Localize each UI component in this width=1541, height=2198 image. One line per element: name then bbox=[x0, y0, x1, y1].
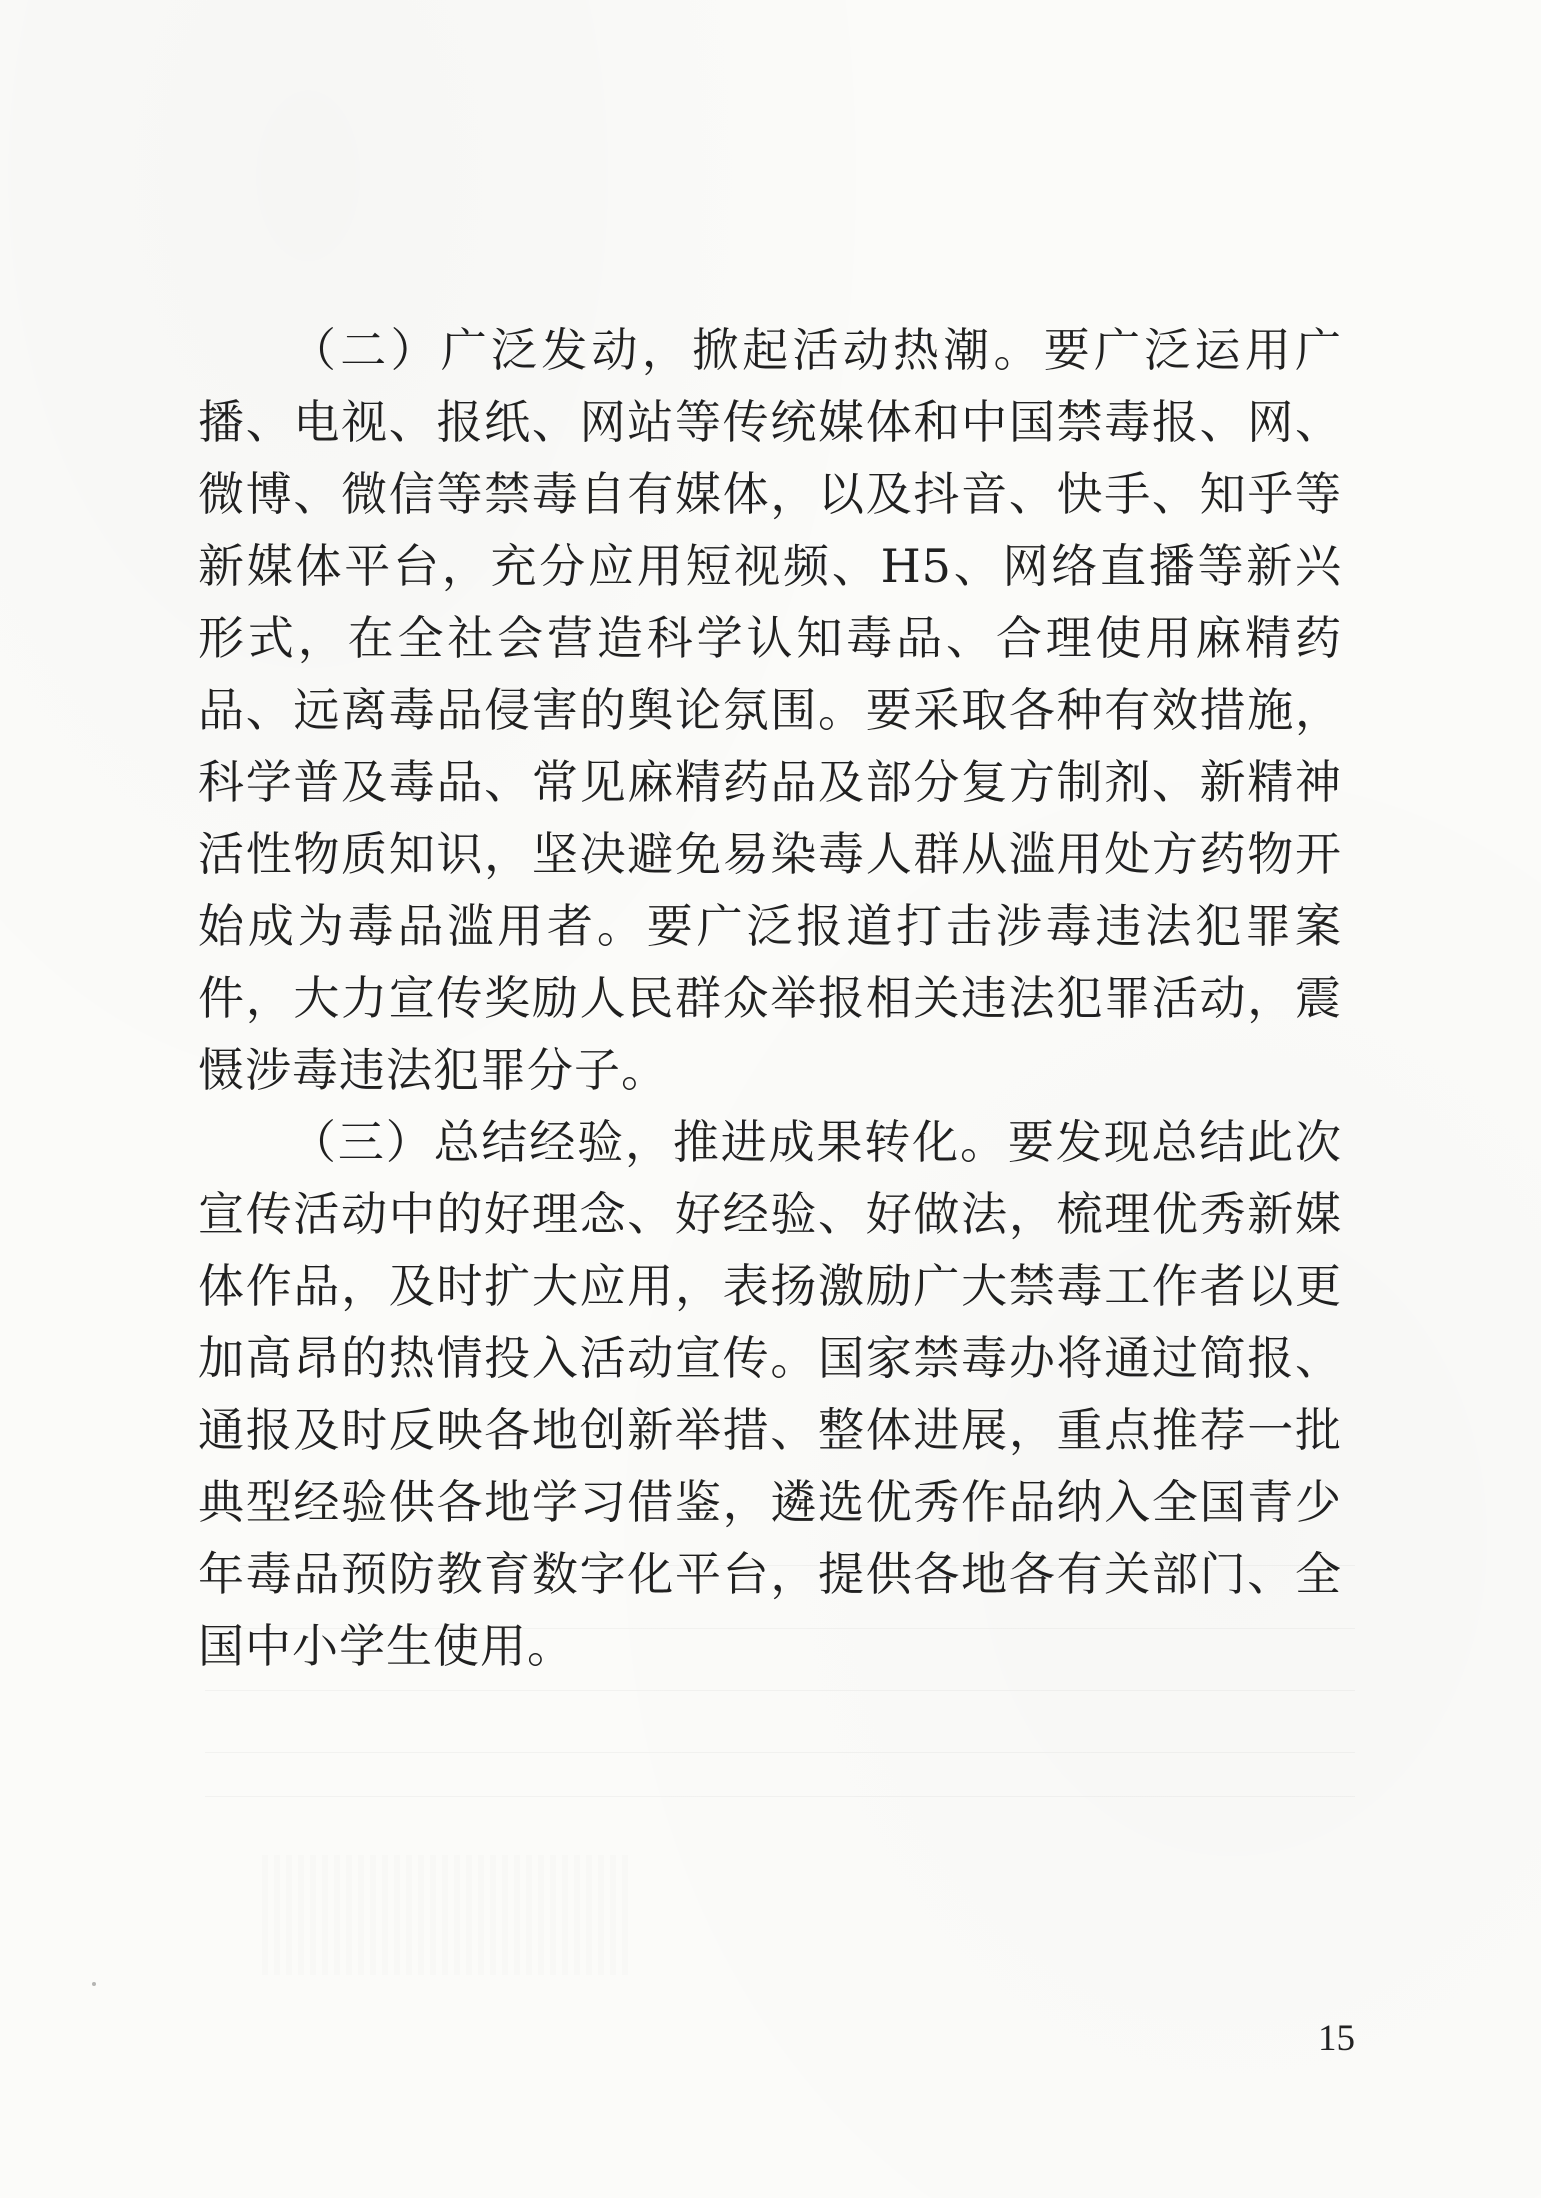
show-through-rule bbox=[205, 1752, 1355, 1753]
page-number: 15 bbox=[1318, 2018, 1355, 2059]
document-body bbox=[198, 314, 1342, 1682]
paragraph-3: （三）总结经验，推进成果转化。要发现总结此次宣传活动中的好理念、好经验、好做法，梳理优秀新媒体作品，及时扩大应用，表扬激励广大禁毒工作者以更加高昂的热情投入活动宣传。国家禁毒办将通过简报、通报及时反映各地创新举措、整体进展，重点推荐一批典型经验供各地学习借鉴，遴选优秀作品纳入全国青少年毒品预防教育数字化平台，提供各地各有关部门、全国中小学生使用。 bbox=[198, 1115, 1342, 1673]
paragraph-2: （二）广泛发动，掀起活动热潮。要广泛运用广播、电视、报纸、网站等传统媒体和中国禁毒报、网、微博、微信等禁毒自有媒体，以及抖音、快手、知乎等新媒体平台，充分应用短视频、H5、网络直播等新兴形式，在全社会营造科学认知毒品、合理使用麻精药品、远离毒品侵害的舆论氛围。要采取各种有效措施，科学普及毒品、常见麻精药品及部分复方制剂、新精神活性物质知识，坚决避免易染毒人群从滥用处方药物开始成为毒品滥用者。要广泛报道打击涉毒违法犯罪案件，大力宣传奖励人民群众举报相关违法犯罪活动，震慑涉毒违法犯罪分子。 bbox=[198, 323, 1342, 1097]
scan-dot bbox=[92, 1982, 96, 1986]
show-through-rule bbox=[205, 1690, 1355, 1691]
show-through-graphic bbox=[262, 1855, 630, 1975]
